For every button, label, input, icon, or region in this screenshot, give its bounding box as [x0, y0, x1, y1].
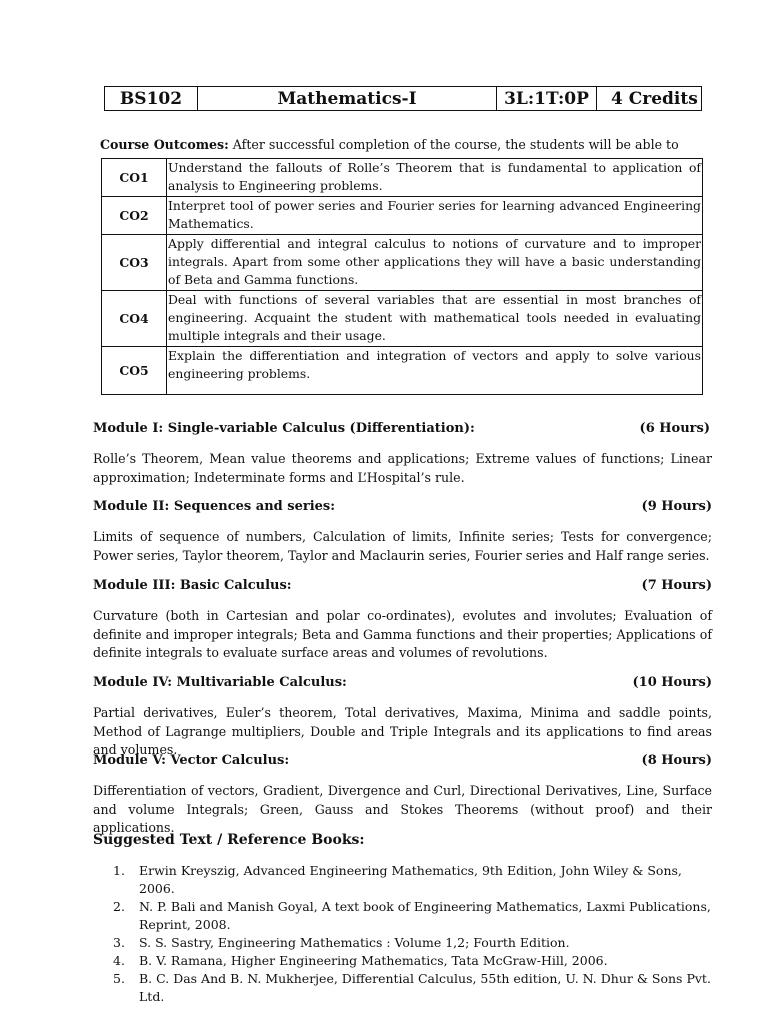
- list-item: [113, 898, 713, 934]
- co-code: CO5: [102, 347, 167, 395]
- table-row: [102, 291, 703, 347]
- table-row: [102, 197, 703, 235]
- co-description: Understand the fallouts of Rolle’s Theorem that is fundamental to application of analysis to Engineering problems.: [167, 159, 703, 197]
- book-reference: S. S. Sastry, Engineering Mathematics : Volume 1,2; Fourth Edition.: [139, 935, 570, 950]
- module-heading: [93, 753, 712, 768]
- course-header-table: [104, 86, 702, 111]
- co-code: CO2: [102, 197, 167, 235]
- books-heading: Suggested Text / Reference Books:: [93, 832, 365, 848]
- table-row: [102, 159, 703, 197]
- list-item: [113, 934, 713, 952]
- books-list: [113, 862, 713, 1006]
- module-hours: (6 Hours): [639, 421, 710, 436]
- module-hours: (8 Hours): [641, 753, 712, 768]
- module-hours: (9 Hours): [641, 499, 712, 514]
- course-title: Mathematics-I: [198, 87, 497, 110]
- book-number: 2.: [113, 899, 125, 914]
- co-code: CO4: [102, 291, 167, 347]
- course-credits: 4 Credits: [611, 88, 698, 109]
- lecture-tutorial-practical: 3L:1T:0P: [497, 87, 597, 110]
- module-hours: (7 Hours): [641, 578, 712, 593]
- co-code: CO1: [102, 159, 167, 197]
- module-heading: [93, 578, 712, 593]
- course-outcomes-intro: [100, 137, 679, 152]
- table-row: [102, 235, 703, 291]
- module-content: Rolle’s Theorem, Mean value theorems and applications; Extreme values of functions; Linear approximation; Indeterminate forms and L’Hospital’s rule.: [93, 451, 712, 485]
- book-number: 4.: [113, 953, 125, 968]
- module-heading: [93, 675, 712, 690]
- course-outcomes-intro-text: After successful completion of the course, the students will be able to: [228, 137, 679, 152]
- co-description: Interpret tool of power series and Fourier series for learning advanced Engineering Mathematics.: [167, 197, 703, 235]
- book-reference: Erwin Kreyszig, Advanced Engineering Mathematics, 9th Edition, John Wiley & Sons, 2006.: [139, 863, 682, 896]
- book-reference: B. V. Ramana, Higher Engineering Mathematics, Tata McGraw-Hill, 2006.: [139, 953, 608, 968]
- co-description: Deal with functions of several variables that are essential in most branches of engineering. Acquaint the student with mathematical tools needed in evaluating multiple integrals and their usage.: [167, 291, 703, 347]
- book-number: 1.: [113, 863, 125, 878]
- module-title: Module III: Basic Calculus:: [93, 578, 292, 593]
- module-title: Module II: Sequences and series:: [93, 499, 336, 514]
- list-item: [113, 970, 713, 1006]
- module-title: Module V: Vector Calculus:: [93, 753, 290, 768]
- course-code: BS102: [105, 87, 198, 110]
- course-outcomes-table: [101, 158, 703, 395]
- module-title: Module I: Single-variable Calculus (Differentiation):: [93, 421, 475, 436]
- course-outcomes-label: Course Outcomes:: [100, 137, 229, 152]
- book-reference: N. P. Bali and Manish Goyal, A text book of Engineering Mathematics, Laxmi Publications, Reprint, 2008.: [139, 899, 711, 932]
- book-number: 3.: [113, 935, 125, 950]
- module-heading: [93, 499, 712, 514]
- list-item: [113, 952, 713, 970]
- module-heading: [93, 421, 712, 436]
- module-content: Limits of sequence of numbers, Calculation of limits, Infinite series; Tests for convergence; Power series, Taylor theorem, Taylor and Maclaurin series, Fourier series and Half range series.: [93, 529, 712, 563]
- module-content: Curvature (both in Cartesian and polar co-ordinates), evolutes and involutes; Evaluation of definite and improper integrals; Beta and Gamma functions and their properties; Applications of definite integrals to evaluate surface areas and volumes of revolutions.: [93, 608, 712, 660]
- module-content: Differentiation of vectors, Gradient, Divergence and Curl, Directional Derivatives, Line, Surface and volume Integrals; Green, Gauss and Stokes Theorems (without proof) and their applications.: [93, 783, 712, 835]
- list-item: [113, 862, 713, 898]
- co-code: CO3: [102, 235, 167, 291]
- module-title: Module IV: Multivariable Calculus:: [93, 675, 347, 690]
- table-row: [102, 347, 703, 395]
- co-description: Apply differential and integral calculus to notions of curvature and to improper integrals. Apart from some other applications they will have a basic understanding of Beta and Gamma functions.: [167, 235, 703, 291]
- book-number: 5.: [113, 971, 125, 986]
- module-content: Partial derivatives, Euler’s theorem, Total derivatives, Maxima, Minima and saddle points, Method of Lagrange multipliers, Double and Triple Integrals and its applications to find areas and volumes.: [93, 705, 712, 757]
- module-hours: (10 Hours): [632, 675, 712, 690]
- co-description: Explain the differentiation and integration of vectors and apply to solve various engineering problems.: [167, 347, 703, 395]
- book-reference: B. C. Das And B. N. Mukherjee, Differential Calculus, 55th edition, U. N. Dhur & Sons Pvt. Ltd.: [139, 971, 711, 1004]
